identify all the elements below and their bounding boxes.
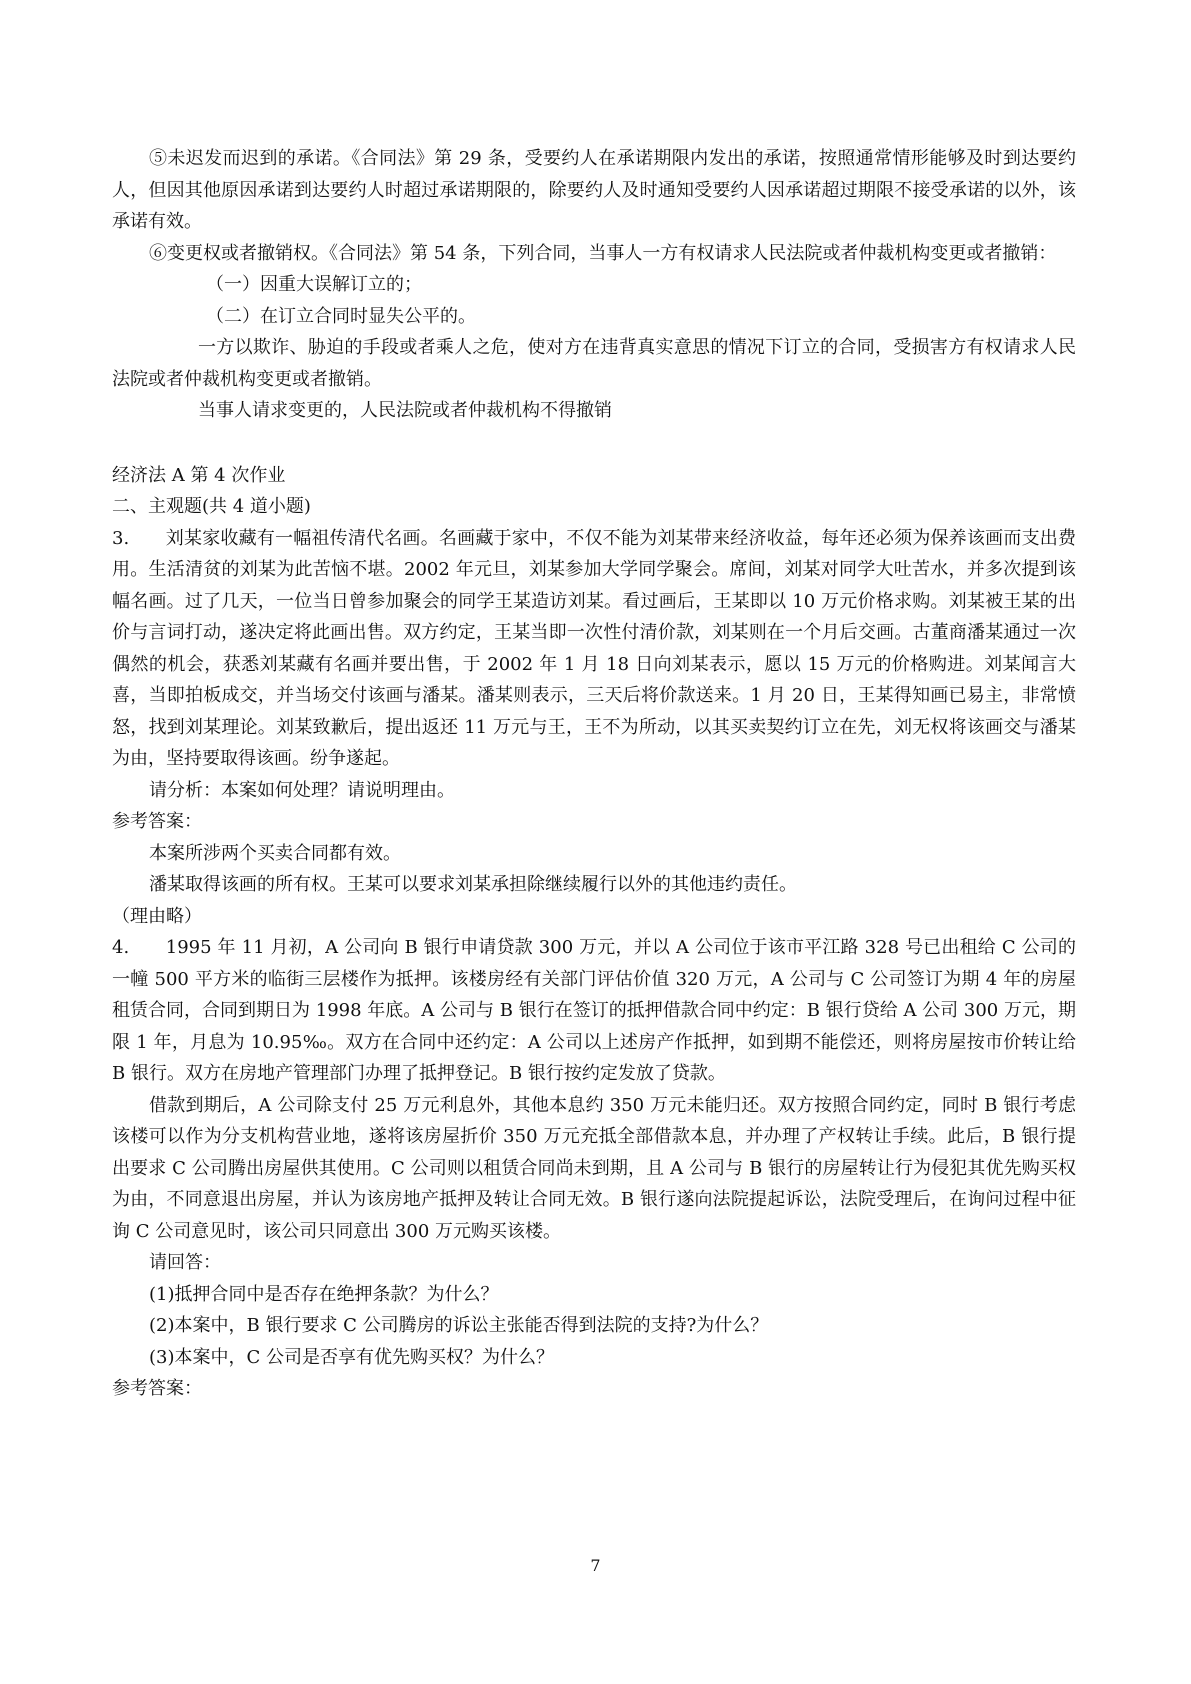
paragraph: ⑤未迟发而迟到的承诺。《合同法》第 29 条，受要约人在承诺期限内发出的承诺，按照通常情形能够及时到达要约人，但因其他原因承诺到达要约人时超过承诺期限的，除要约人及时通知受要约人因承诺超过期限不接受承诺的以外，该承诺有效。	[112, 148, 1076, 232]
page-number: 7	[590, 1556, 601, 1575]
paragraph: 4. 1995 年 11 月初，A 公司向 B 银行申请贷款 300 万元，并以 A 公司位于该市平江路 328 号已出租给 C 公司的一幢 500 平方米的临街三层楼作为抵押。该楼房经有关部门评估价值 320 万元，A 公司与 C 公司签订为期 4 年的房屋租赁合同，合同到期日为 1998 年底。A 公司与 B 银行在签订的抵押借款合同中约定：B 银行贷给 A 公司 300 万元，期限 1 年，月息为 10.95‰。双方在合同中还约定：A 公司以上述房产作抵押，如到期不能偿还，则将房屋按市价转让给 B 银行。双方在房地产管理部门办理了抵押登记。B 银行按约定发放了贷款。	[112, 937, 1076, 1084]
paragraph: 本案所涉两个买卖合同都有效。	[149, 842, 401, 864]
paragraph: ⑥变更权或者撤销权。《合同法》第 54 条，下列合同，当事人一方有权请求人民法院或者仲裁机构变更或者撤销：	[149, 242, 1057, 264]
paragraph: 经济法 A 第 4 次作业	[112, 464, 286, 486]
paragraph: (3)本案中，C 公司是否享有优先购买权？为什么？	[149, 1346, 554, 1368]
paragraph: 当事人请求变更的，人民法院或者仲裁机构不得撤销	[198, 400, 612, 421]
paragraph: 3. 刘某家收藏有一幅祖传清代名画。名画藏于家中，不仅不能为刘某带来经济收益，每年还必须为保养该画而支出费用。生活清贫的刘某为此苦恼不堪。2002 年元旦，刘某参加大学同学聚会。席间，刘某对同学大吐苦水，并多次提到该幅名画。过了几天，一位当日曾参加聚会的同学王某造访刘某。看过画后，王某即以 10 万元价格求购。刘某被王某的出价与言词打动，遂决定将此画出售。双方约定，王某当即一次性付清价款，刘某则在一个月后交画。古董商潘某通过一次偶然的机会，获悉刘某藏有名画并要出售，于 2002 年 1 月 18 日向刘某表示，愿以 15 万元的价格购进。刘某闻言大喜，当即拍板成交，并当场交付该画与潘某。潘某则表示，三天后将价款送来。1 月 20 日，王某得知画已易主，非常愤怒，找到刘某理论。刘某致歉后，提出返还 11 万元与王，王不为所动，以其买卖契约订立在先，刘无权将该画交与潘某为由，坚持要取得该画。纷争遂起。	[112, 527, 1076, 769]
paragraph: (2)本案中，B 银行要求 C 公司腾房的诉讼主张能否得到法院的支持?为什么？	[149, 1315, 769, 1336]
section-gap	[112, 427, 1076, 460]
paragraph: （一）因重大误解订立的；	[206, 274, 422, 295]
paragraph: 参考答案：	[112, 811, 202, 832]
page-body	[112, 143, 1076, 1405]
paragraph: 参考答案：	[112, 1378, 202, 1399]
paragraph: 二、主观题(共 4 道小题)	[112, 496, 311, 517]
paragraph: （理由略）	[112, 905, 202, 927]
paragraph: 借款到期后，A 公司除支付 25 万元利息外，其他本息约 350 万元未能归还。双方按照合同约定，同时 B 银行考虑该楼可以作为分支机构营业地，遂将该房屋折价 350 万元充抵全部借款本息，并办理了产权转让手续。此后，B 银行提出要求 C 公司腾出房屋供其使用。C 公司则以租赁合同尚未到期，且 A 公司与 B 银行的房屋转让行为侵犯其优先购买权为由，不同意退出房屋，并认为该房地产抵押及转让合同无效。B 银行遂向法院提起诉讼，法院受理后，在询问过程中征询 C 公司意见时，该公司只同意出 300 万元购买该楼。	[112, 1094, 1076, 1242]
paragraph: 一方以欺诈、胁迫的手段或者乘人之危，使对方在违背真实意思的情况下订立的合同，受损害方有权请求人民法院或者仲裁机构变更或者撤销。	[112, 337, 1076, 390]
paragraph: 请回答：	[149, 1252, 221, 1273]
paragraph: (1)抵押合同中是否存在绝押条款？为什么？	[149, 1283, 499, 1305]
paragraph: （二）在订立合同时显失公平的。	[206, 305, 476, 327]
paragraph: 请分析：本案如何处理？请说明理由。	[149, 779, 455, 801]
paragraph: 潘某取得该画的所有权。王某可以要求刘某承担除继续履行以外的其他违约责任。	[149, 874, 797, 895]
